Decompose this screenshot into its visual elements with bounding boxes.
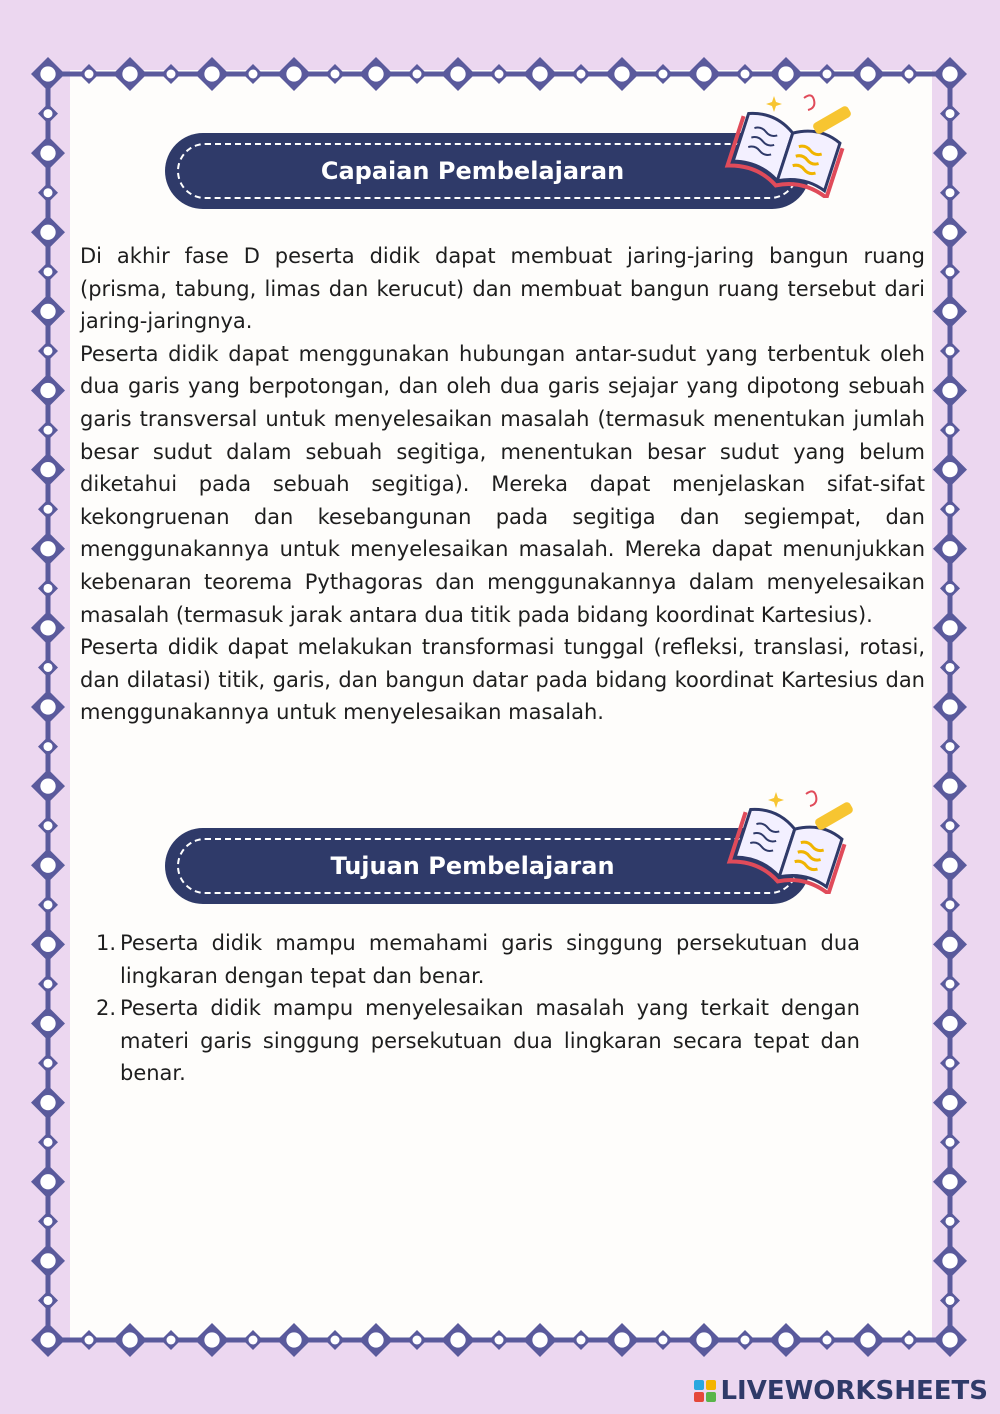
- border-diamond: [933, 374, 967, 408]
- border-diamond: [113, 57, 147, 91]
- paragraph-2: Peserta didik dapat menggunakan hubungan antar-sudut yang terbentuk oleh dua garis yang berpotongan, dan oleh dua garis sejajar yang dipotong sebuah garis transversal untuk menyelesaikan masalah (termasuk menentukan jumlah besar sudut dalam sebuah segitiga, menentukan besar sudut yang belum diketahui pada sebuah segitiga). Mereka dapat menjelaskan sifat-sifat kekongruenan dan kesebangunan pada segitiga dan segiempat, dan menggunakannya untuk menyelesaikan masalah. Mereka dapat menunjukkan kebenaran teorema Pythagoras dan menggunakannya dalam menyelesaikan masalah (termasuk jarak antara dua titik pada bidang koordinat Kartesius).: [80, 341, 925, 627]
- border-diamond: [38, 1211, 58, 1231]
- border-diamond: [769, 1323, 803, 1357]
- border-diamond: [933, 927, 967, 961]
- border-diamond: [325, 1330, 345, 1350]
- border-diamond: [31, 57, 65, 91]
- list-item-text: Peserta didik mampu menyelesaikan masalah yang terkait dengan materi garis singgung persekutuan dua lingkaran secara tepat dan benar.: [120, 996, 860, 1086]
- border-diamond: [31, 532, 65, 566]
- border-diamond: [940, 183, 960, 203]
- border-diamond: [38, 420, 58, 440]
- section-banner-capaian: [165, 133, 810, 209]
- border-diamond: [38, 737, 58, 757]
- border-diamond: [940, 1290, 960, 1310]
- border-diamond: [769, 57, 803, 91]
- border-diamond: [735, 64, 755, 84]
- border-diamond: [277, 1323, 311, 1357]
- border-diamond: [31, 611, 65, 645]
- border-diamond: [31, 927, 65, 961]
- border-diamond: [851, 1323, 885, 1357]
- border-diamond: [31, 136, 65, 170]
- border-diamond: [687, 1323, 721, 1357]
- border-diamond: [38, 499, 58, 519]
- border-diamond: [940, 974, 960, 994]
- border-diamond: [933, 690, 967, 724]
- border-diamond: [407, 64, 427, 84]
- border-diamond: [933, 769, 967, 803]
- border-diamond: [31, 690, 65, 724]
- border-diamond: [735, 1330, 755, 1350]
- border-diamond: [933, 1244, 967, 1278]
- border-diamond: [79, 1330, 99, 1350]
- border-diamond: [38, 104, 58, 124]
- border-diamond: [31, 769, 65, 803]
- border-diamond: [31, 1244, 65, 1278]
- border-diamond: [38, 341, 58, 361]
- border-diamond: [940, 657, 960, 677]
- border-diamond: [571, 64, 591, 84]
- border-diamond: [817, 1330, 837, 1350]
- border-diamond: [31, 848, 65, 882]
- list-number: 2.: [96, 996, 117, 1021]
- border-diamond: [38, 1132, 58, 1152]
- border-diamond: [243, 64, 263, 84]
- border-diamond: [38, 1290, 58, 1310]
- border-diamond: [933, 1086, 967, 1120]
- border-diamond: [113, 1323, 147, 1357]
- border-diamond: [940, 420, 960, 440]
- border-diamond: [38, 974, 58, 994]
- section-title-tujuan: Tujuan Pembelajaran: [330, 852, 615, 880]
- border-diamond: [605, 57, 639, 91]
- border-diamond: [277, 57, 311, 91]
- border-diamond: [933, 453, 967, 487]
- list-item-text: Peserta didik mampu memahami garis singgung persekutuan dua lingkaran dengan tepat dan benar.: [120, 931, 860, 988]
- tujuan-list: [96, 927, 860, 1090]
- border-diamond: [933, 1165, 967, 1199]
- border-diamond: [933, 1323, 967, 1357]
- border-diamond: [940, 895, 960, 915]
- list-number: 1.: [96, 931, 117, 955]
- border-diamond: [38, 657, 58, 677]
- border-diamond: [359, 57, 393, 91]
- border-diamond: [31, 215, 65, 249]
- border-diamond: [31, 374, 65, 408]
- border-diamond: [31, 1007, 65, 1041]
- border-diamond: [940, 262, 960, 282]
- border-diamond: [851, 57, 885, 91]
- border-diamond: [933, 611, 967, 645]
- border-diamond: [161, 64, 181, 84]
- border-diamond: [933, 136, 967, 170]
- border-diamond: [441, 57, 475, 91]
- border-diamond: [38, 895, 58, 915]
- border-diamond: [359, 1323, 393, 1357]
- border-diamond: [38, 1053, 58, 1073]
- border-diamond: [523, 1323, 557, 1357]
- border-diamond: [38, 578, 58, 598]
- border-diamond: [933, 57, 967, 91]
- border-diamond: [940, 1211, 960, 1231]
- capaian-body: [80, 240, 925, 729]
- border-diamond: [31, 294, 65, 328]
- border-diamond: [38, 816, 58, 836]
- border-diamond: [489, 1330, 509, 1350]
- border-diamond: [195, 1323, 229, 1357]
- border-diamond: [523, 57, 557, 91]
- border-diamond: [31, 1323, 65, 1357]
- border-diamond: [933, 1007, 967, 1041]
- paragraph-3: Peserta didik dapat melakukan transformasi tunggal (refleksi, translasi, rotasi, dan dilatasi) titik, garis, dan bangun datar pada bidang koordinat Kartesius dan menggunakannya untuk menyelesaikan masalah.: [80, 635, 925, 725]
- border-diamond: [38, 262, 58, 282]
- border-diamond: [31, 1165, 65, 1199]
- border-diamond: [687, 57, 721, 91]
- paragraph-1: Di akhir fase D peserta didik dapat membuat jaring-jaring bangun ruang (prisma, tabung, limas dan kerucut) dan membuat bangun ruang tersebut dari jaring-jaringnya.: [80, 244, 925, 334]
- border-diamond: [195, 57, 229, 91]
- border-diamond: [933, 215, 967, 249]
- border-diamond: [243, 1330, 263, 1350]
- border-diamond: [940, 499, 960, 519]
- watermark-text: LIVEWORKSHEETS: [720, 1376, 988, 1406]
- border-diamond: [940, 104, 960, 124]
- border-diamond: [31, 453, 65, 487]
- section-title-capaian: Capaian Pembelajaran: [320, 157, 625, 185]
- border-diamond: [653, 1330, 673, 1350]
- border-diamond: [933, 532, 967, 566]
- list-item: [96, 927, 860, 992]
- border-diamond: [407, 1330, 427, 1350]
- liveworksheets-logo-icon: [694, 1380, 716, 1402]
- liveworksheets-watermark: [694, 1374, 988, 1408]
- border-diamond: [325, 64, 345, 84]
- open-book-icon: [720, 88, 860, 198]
- border-diamond: [940, 578, 960, 598]
- border-diamond: [653, 64, 673, 84]
- border-diamond: [817, 64, 837, 84]
- border-diamond: [605, 1323, 639, 1357]
- border-diamond: [933, 848, 967, 882]
- border-diamond: [940, 737, 960, 757]
- border-diamond: [489, 64, 509, 84]
- border-diamond: [161, 1330, 181, 1350]
- list-item: [96, 992, 860, 1090]
- border-diamond: [933, 294, 967, 328]
- open-book-icon: [722, 784, 862, 894]
- border-diamond: [79, 64, 99, 84]
- border-diamond: [940, 1053, 960, 1073]
- border-diamond: [940, 816, 960, 836]
- border-diamond: [441, 1323, 475, 1357]
- border-diamond: [571, 1330, 591, 1350]
- border-diamond: [31, 1086, 65, 1120]
- border-diamond: [899, 64, 919, 84]
- border-diamond: [899, 1330, 919, 1350]
- border-diamond: [38, 183, 58, 203]
- border-diamond: [940, 341, 960, 361]
- section-banner-tujuan: [165, 828, 810, 904]
- border-diamond: [940, 1132, 960, 1152]
